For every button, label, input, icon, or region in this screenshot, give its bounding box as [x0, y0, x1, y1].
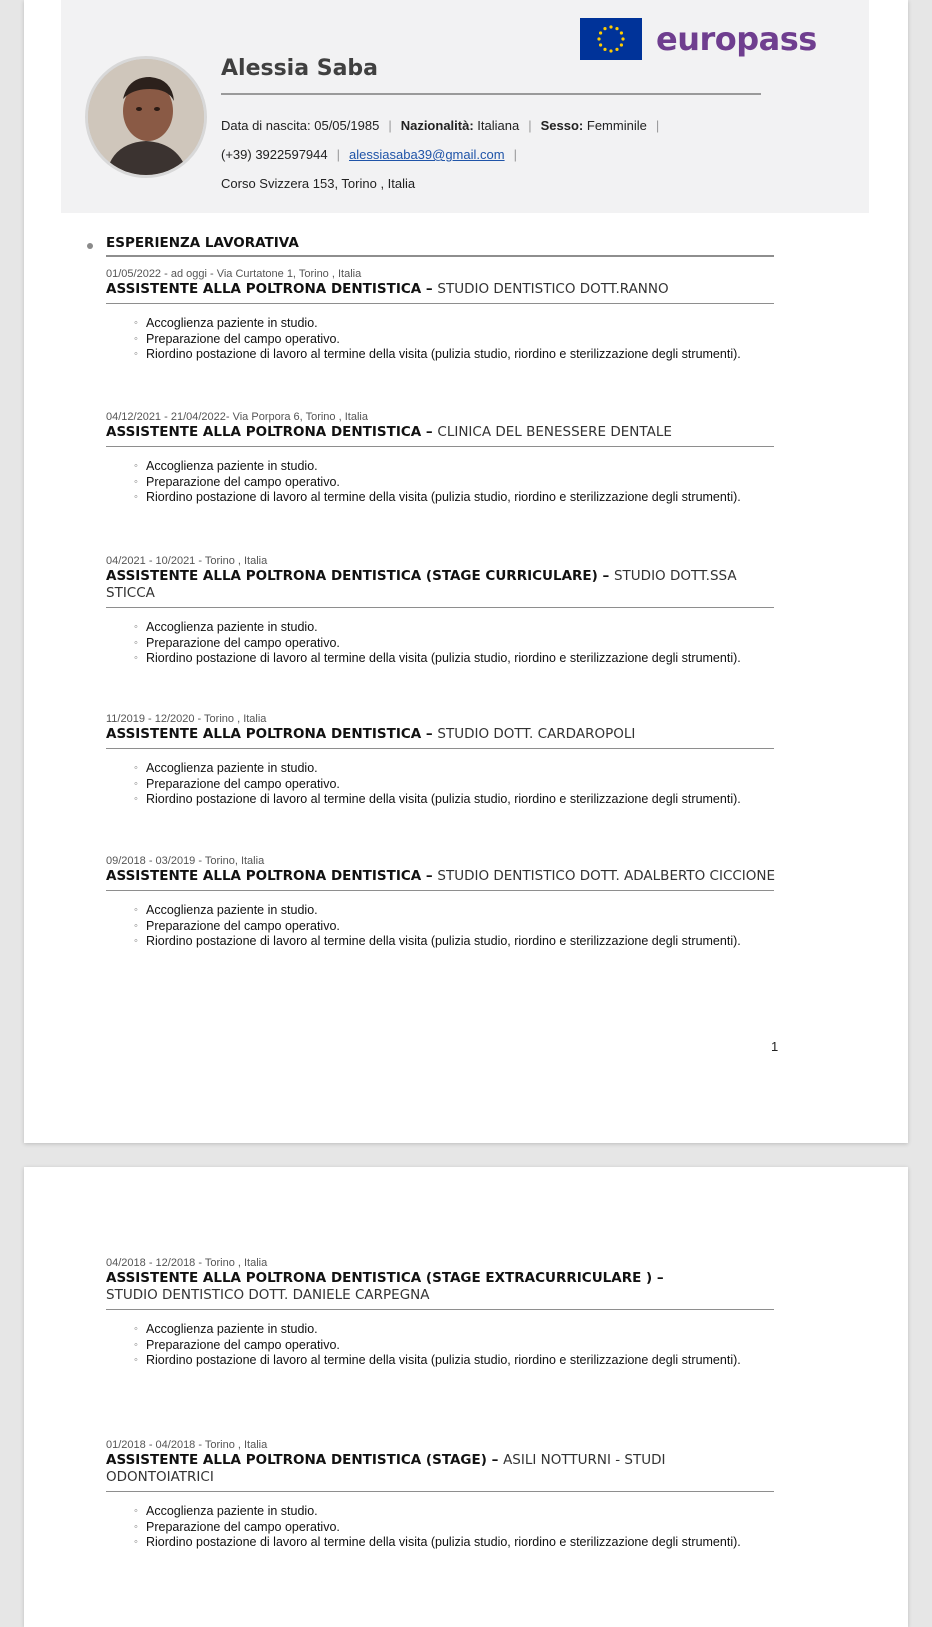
bullet-icon: ◦ [134, 935, 138, 947]
task-list [106, 903, 746, 950]
job-role: ASSISTENTE ALLA POLTRONA DENTISTICA (STAGE CURRICULARE) – [106, 568, 614, 584]
job-meta: 11/2019 - 12/2020 - Torino , Italia [106, 713, 267, 725]
job-entry [106, 411, 776, 506]
personal-info-line [221, 118, 668, 133]
job-title [106, 281, 776, 298]
bullet-icon: ◦ [134, 762, 138, 774]
section-title: ESPERIENZA LAVORATIVA [106, 235, 299, 251]
job-role: ASSISTENTE ALLA POLTRONA DENTISTICA (STAGE) – [106, 1452, 504, 1468]
job-role: ASSISTENTE ALLA POLTRONA DENTISTICA – [106, 281, 438, 297]
sex-label: Sesso: [540, 118, 584, 133]
job-title [106, 1452, 776, 1486]
task-item [134, 474, 746, 491]
section-divider [106, 255, 774, 257]
job-entry [106, 555, 776, 667]
task-text: Accoglienza paziente in studio. [146, 903, 318, 917]
job-title [106, 1270, 676, 1304]
separator: | [388, 118, 392, 133]
europass-logo-text: europass [656, 20, 817, 58]
job-divider [106, 748, 774, 749]
bullet-icon: ◦ [134, 777, 138, 790]
task-item [134, 651, 746, 667]
bullet-icon: ◦ [134, 1338, 138, 1351]
bullet-icon: ◦ [134, 636, 138, 649]
task-item [134, 331, 746, 348]
job-meta: 04/2021 - 10/2021 - Torino , Italia [106, 555, 268, 567]
job-divider [106, 303, 774, 304]
birth-value: 05/05/1985 [314, 118, 380, 133]
bullet-icon: ◦ [134, 621, 138, 633]
task-item [134, 918, 746, 935]
cv-page-2 [24, 1167, 908, 1627]
job-entry [106, 268, 776, 363]
task-list [106, 1322, 746, 1369]
candidate-name: Alessia Saba [221, 56, 379, 81]
task-text: Preparazione del campo operativo. [146, 1337, 340, 1352]
bullet-icon: ◦ [134, 332, 138, 345]
section-bullet [87, 243, 93, 249]
page-number: 1 [771, 1039, 779, 1054]
task-item [134, 792, 746, 808]
task-text: Accoglienza paziente in studio. [146, 761, 318, 775]
task-item [134, 1504, 746, 1520]
task-text: Preparazione del campo operativo. [146, 1519, 340, 1534]
job-company: STUDIO DENTISTICO DOTT.RANNO [437, 281, 669, 297]
job-entry [106, 1257, 776, 1369]
task-item [134, 316, 746, 332]
bullet-icon: ◦ [134, 491, 138, 503]
bullet-icon: ◦ [134, 317, 138, 329]
task-list [106, 316, 746, 363]
task-item [134, 1535, 746, 1551]
profile-photo [85, 56, 207, 178]
email-link[interactable]: alessiasaba39@gmail.com [349, 147, 505, 162]
bullet-icon: ◦ [134, 652, 138, 664]
sex-value: Femminile [586, 118, 647, 133]
address-line: Corso Svizzera 153, Torino , Italia [221, 176, 416, 191]
job-role: ASSISTENTE ALLA POLTRONA DENTISTICA (STAGE EXTRACURRICULARE ) – [106, 1270, 664, 1286]
separator: | [336, 147, 341, 162]
job-role: ASSISTENTE ALLA POLTRONA DENTISTICA – [106, 424, 438, 440]
task-text: Accoglienza paziente in studio. [146, 1322, 318, 1336]
task-text: Riordino postazione di lavoro al termine della visita (pulizia studio, riordino e sterilizzazione degli strumenti). [146, 792, 741, 806]
job-meta: 01/05/2022 - ad oggi - Via Curtatone 1, Torino , Italia [106, 268, 362, 280]
bullet-icon: ◦ [134, 348, 138, 360]
job-title [106, 568, 776, 602]
task-item [134, 490, 746, 506]
task-item [134, 903, 746, 919]
bullet-icon: ◦ [134, 904, 138, 916]
bullet-icon: ◦ [134, 1323, 138, 1335]
eu-flag-icon [580, 18, 642, 60]
contact-info-line [221, 147, 526, 162]
task-text: Riordino postazione di lavoro al termine della visita (pulizia studio, riordino e sterilizzazione degli strumenti). [146, 347, 741, 361]
job-meta: 01/2018 - 04/2018 - Torino , Italia [106, 1439, 268, 1451]
job-divider [106, 446, 774, 447]
job-company: STUDIO DENTISTICO DOTT. DANIELE CARPEGNA [106, 1287, 430, 1303]
task-item [134, 1322, 746, 1338]
europass-logo [580, 18, 817, 60]
task-list [106, 761, 746, 808]
job-company: STUDIO DENTISTICO DOTT. ADALBERTO CICCIONE [437, 868, 776, 884]
task-item [134, 761, 746, 777]
task-text: Accoglienza paziente in studio. [146, 316, 318, 330]
job-company: CLINICA DEL BENESSERE DENTALE [437, 424, 672, 440]
bullet-icon: ◦ [134, 475, 138, 488]
profile-photo-image [88, 59, 204, 175]
separator: | [528, 118, 532, 133]
task-text: Preparazione del campo operativo. [146, 776, 340, 791]
bullet-icon: ◦ [134, 919, 138, 932]
task-item [134, 934, 746, 950]
phone-number: (+39) 3922597944 [221, 147, 328, 162]
task-item [134, 635, 746, 652]
name-divider [221, 93, 761, 95]
job-entry [106, 855, 776, 950]
task-item [134, 1519, 746, 1536]
job-meta: 04/2018 - 12/2018 - Torino , Italia [106, 1257, 268, 1269]
separator: | [655, 118, 660, 133]
task-list [106, 459, 746, 506]
job-divider [106, 1491, 774, 1492]
task-text: Preparazione del campo operativo. [146, 635, 340, 650]
job-meta: 04/12/2021 - 21/04/2022- Via Porpora 6, Torino , Italia [106, 411, 368, 423]
job-meta: 09/2018 - 03/2019 - Torino, Italia [106, 855, 265, 867]
task-item [134, 1337, 746, 1354]
job-title [106, 424, 776, 441]
job-company: STUDIO DOTT.SSA STICCA [106, 568, 737, 601]
job-company: STUDIO DOTT. CARDAROPOLI [437, 726, 636, 742]
task-text: Riordino postazione di lavoro al termine della visita (pulizia studio, riordino e sterilizzazione degli strumenti). [146, 1535, 741, 1549]
task-list [106, 620, 746, 667]
task-text: Riordino postazione di lavoro al termine della visita (pulizia studio, riordino e sterilizzazione degli strumenti). [146, 934, 741, 948]
job-divider [106, 890, 774, 891]
separator: | [513, 147, 517, 162]
bullet-icon: ◦ [134, 460, 138, 472]
job-role: ASSISTENTE ALLA POLTRONA DENTISTICA – [106, 868, 438, 884]
task-item [134, 776, 746, 793]
task-item [134, 620, 746, 636]
task-item [134, 459, 746, 475]
task-text: Preparazione del campo operativo. [146, 918, 340, 933]
task-text: Riordino postazione di lavoro al termine della visita (pulizia studio, riordino e sterilizzazione degli strumenti). [146, 651, 741, 665]
birth-label: Data di nascita: [221, 118, 311, 133]
bullet-icon: ◦ [134, 793, 138, 805]
task-text: Accoglienza paziente in studio. [146, 620, 318, 634]
bullet-icon: ◦ [134, 1520, 138, 1533]
task-item [134, 347, 746, 363]
bullet-icon: ◦ [134, 1354, 138, 1366]
job-divider [106, 1309, 774, 1310]
job-title [106, 726, 776, 743]
task-text: Accoglienza paziente in studio. [146, 459, 318, 473]
job-company: ASILI NOTTURNI - STUDI ODONTOIATRICI [106, 1452, 666, 1485]
job-role: ASSISTENTE ALLA POLTRONA DENTISTICA – [106, 726, 438, 742]
task-item [134, 1353, 746, 1369]
task-text: Preparazione del campo operativo. [146, 474, 340, 489]
job-entry [106, 713, 776, 808]
job-title [106, 868, 776, 885]
task-text: Preparazione del campo operativo. [146, 331, 340, 346]
task-list [106, 1504, 746, 1551]
task-text: Accoglienza paziente in studio. [146, 1504, 318, 1518]
task-text: Riordino postazione di lavoro al termine della visita (pulizia studio, riordino e sterilizzazione degli strumenti). [146, 490, 741, 504]
nationality-label: Nazionalità: [400, 118, 474, 133]
job-entry [106, 1439, 776, 1551]
task-text: Riordino postazione di lavoro al termine della visita (pulizia studio, riordino e sterilizzazione degli strumenti). [146, 1353, 741, 1367]
nationality-value: Italiana [477, 118, 520, 133]
cv-page-1 [24, 0, 908, 1143]
cv-header [61, 0, 869, 213]
bullet-icon: ◦ [134, 1505, 138, 1517]
job-divider [106, 607, 774, 608]
bullet-icon: ◦ [134, 1536, 138, 1548]
